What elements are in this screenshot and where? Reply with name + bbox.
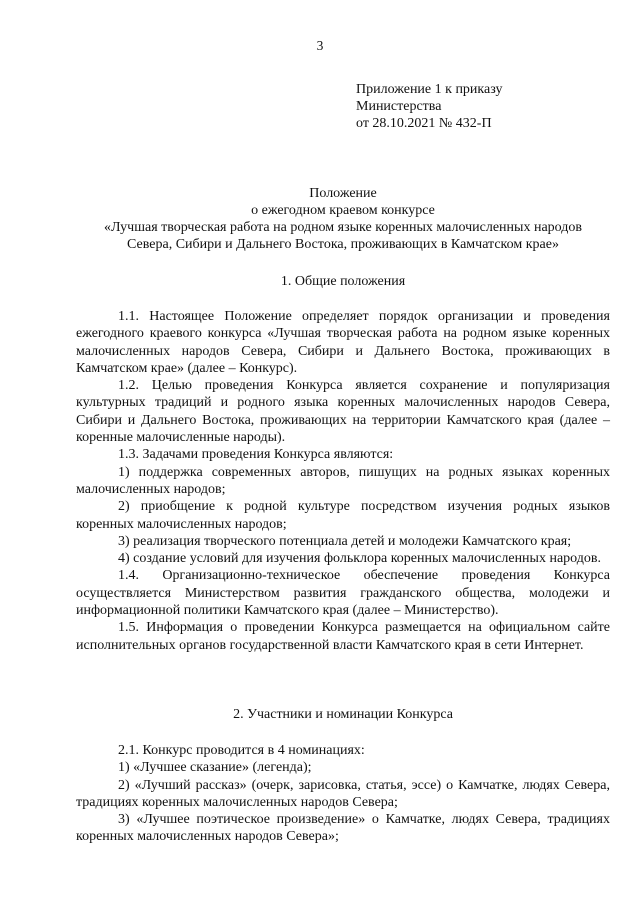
attachment-note	[356, 81, 502, 132]
attachment-line: Министерства	[356, 99, 442, 114]
title-line: о ежегодном краевом конкурсе	[251, 203, 435, 218]
paragraph: 2.1. Конкурс проводится в 4 номинациях:	[118, 743, 365, 758]
attachment-line: Приложение 1 к приказу	[356, 82, 503, 97]
title-line: «Лучшая творческая работа на родном языке коренных малочисленных народов	[104, 220, 582, 235]
paragraph: 1.1. Настоящее Положение определяет порядок организации и проведения ежегодного краевого конкурса «Лучшая творческая работа на родном языке коренных малочисленных народов Севера, Сибири и Дальнего Востока, проживающих в Камчатском крае» (далее – Конкурс).	[76, 309, 610, 376]
paragraph: 1.4. Организационно-техническое обеспечение проведения Конкурса осуществляется Министерством развития гражданского общества, молодежи и информационной политики Камчатского края (далее – Министерство).	[76, 568, 610, 619]
page-number: 3	[316, 38, 324, 53]
paragraph: 1) поддержка современных авторов, пишущих на родных языках коренных малочисленных народов;	[76, 464, 610, 497]
paragraph: 2) приобщение к родной культуре посредством изучения родных языков коренных малочисленных народов;	[76, 499, 610, 532]
title-line: Положение	[309, 186, 377, 201]
paragraph: 1.2. Целью проведения Конкурса является сохранение и популяризация культурных традиций и родного языка коренных малочисленных народов Севера, Сибири и Дальнего Востока, проживающих на территории Камчатского края (далее – коренные малочисленные народы).	[76, 378, 610, 446]
attachment-line: от 28.10.2021 № 432-П	[356, 116, 492, 131]
paragraph: 1.5. Информация о проведении Конкурса размещается на официальном сайте исполнительных органов государственной власти Камчатского края в сети Интернет.	[76, 620, 610, 653]
paragraph: 1) «Лучшее сказание» (легенда);	[118, 760, 312, 776]
paragraph: 3) «Лучшее поэтическое произведение» о Камчатке, людях Севера, традициях коренных малочисленных народов Севера»;	[76, 812, 610, 845]
paragraph: 1.3. Задачами проведения Конкурса являются:	[118, 447, 394, 463]
paragraph: 3) реализация творческого потенциала детей и молодежи Камчатского края;	[118, 533, 572, 549]
paragraph: 4) создание условий для изучения фольклора коренных малочисленных народов.	[118, 551, 601, 567]
title-line: Севера, Сибири и Дальнего Востока, проживающих в Камчатском крае»	[127, 237, 559, 252]
document-title	[76, 185, 610, 253]
section-heading-general: 1. Общие положения	[280, 274, 406, 289]
paragraph: 2) «Лучший рассказ» (очерк, зарисовка, статья, эссе) о Камчатке, людях Севера, традициях коренных малочисленных народов Севера;	[76, 777, 610, 810]
section-heading-participants: 2. Участники и номинации Конкурса	[233, 707, 453, 722]
section-body-participants	[76, 742, 610, 846]
section-body-general	[76, 308, 610, 654]
